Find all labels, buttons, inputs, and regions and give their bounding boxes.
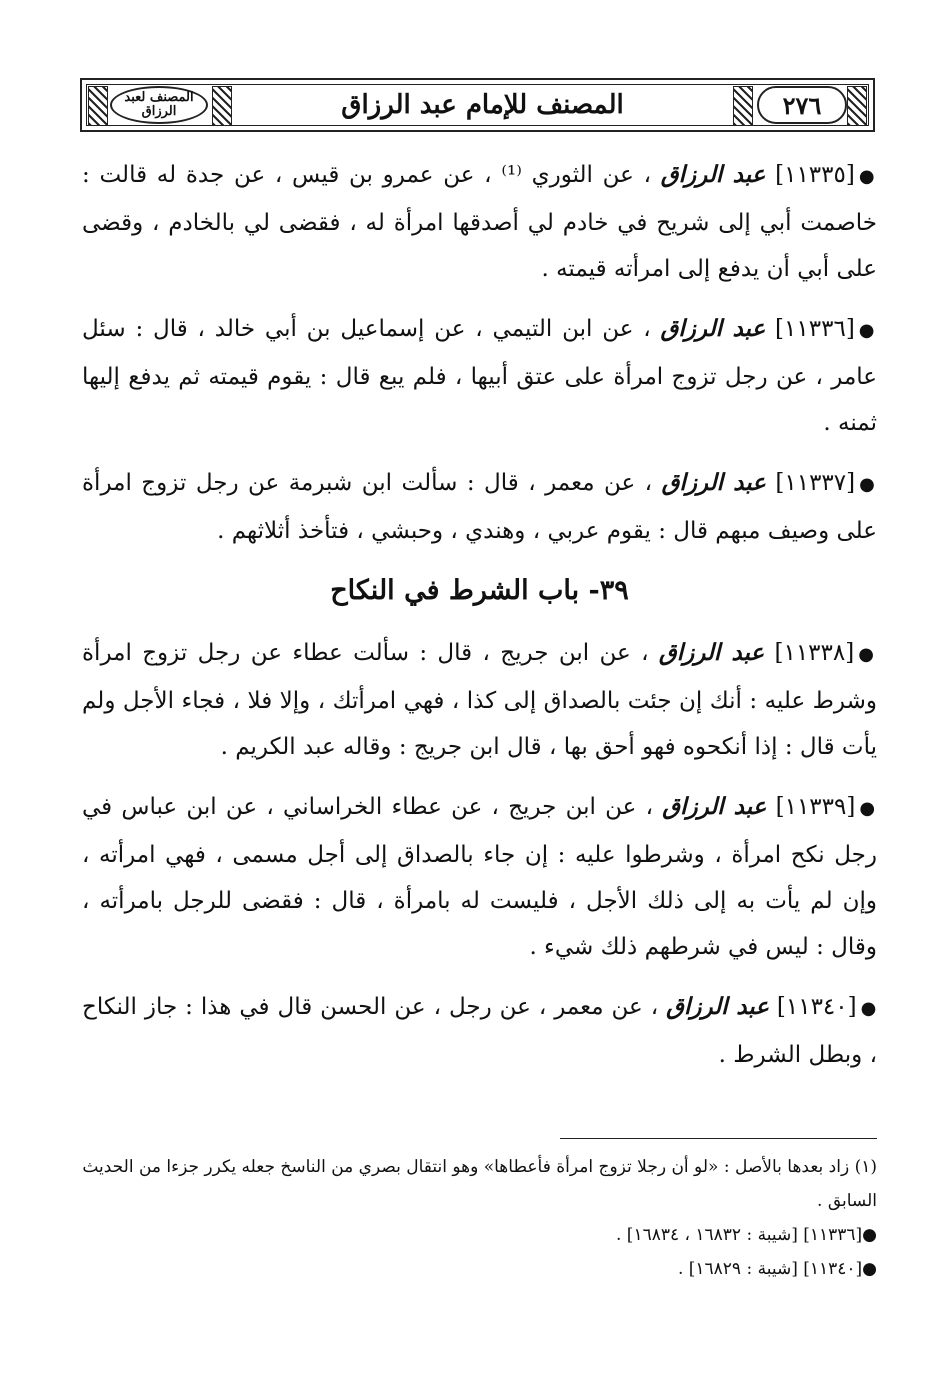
- narrator-name: عبد الرزاق: [658, 639, 765, 666]
- footnote-reference: ●[١١٣٣٦] [شيبة : ١٦٨٣٢ ، ١٦٨٣٤] .: [615, 1225, 877, 1245]
- narrator-name: عبد الرزاق: [662, 793, 767, 820]
- footnote-divider: [560, 1138, 877, 1139]
- hadith-number: [١١٣٤٠]: [776, 994, 857, 1020]
- bullet-icon: ●: [858, 166, 877, 187]
- footnote: (١) زاد بعدها بالأصل : «لو أن رجلا تزوج امرأة فأعطاها» وهو انتقال بصري من الناسخ جعله يكرر جزءا من الحديث السابق .: [82, 1157, 877, 1211]
- hadith-number: [١١٣٣٨]: [774, 640, 855, 666]
- page-number: ٢٧٦: [757, 86, 847, 124]
- bullet-icon: ●: [859, 474, 877, 495]
- ornament-icon: [88, 86, 108, 126]
- hadith-entry: [82, 152, 877, 292]
- hadith-entry: [82, 306, 877, 446]
- ornament-icon: [733, 86, 753, 126]
- chapter-title: ٣٩- باب الشرط في النكاح: [330, 575, 629, 606]
- hadith-text: ، عن معمر ، قال : سألت ابن شبرمة عن رجل تزوج امرأة على وصيف مبهم قال : يقوم عربي ، وهندي ، وحبشي ، فتأخذ أثلاثهم .: [82, 470, 877, 544]
- bullet-icon: ●: [859, 798, 877, 819]
- narrator-name: عبد الرزاق: [660, 161, 766, 188]
- main-text: [82, 152, 877, 1092]
- hadith-number: [١١٣٣٦]: [775, 316, 855, 342]
- hadith-text: ، عن ابن جريج ، قال : سألت عطاء عن رجل تزوج امرأة وشرط عليه : أنك إن جئت بالصداق إلى كذا ، فهي امرأتك ، وإلا فلا ، فجاء الأجل ولم يأت قال : إذا أنكحوه فهو أحق بها ، قال ابن جريج : وقاله عبد الكريم .: [82, 640, 877, 760]
- hadith-number: [١١٣٣٧]: [775, 470, 856, 496]
- hadith-text: ، عن معمر ، عن رجل ، عن الحسن قال في هذا : جاز النكاح ، وبطل الشرط .: [82, 994, 877, 1068]
- ornament-icon: [847, 86, 867, 126]
- narrator-name: عبد الرزاق: [666, 993, 769, 1020]
- bullet-icon: ●: [858, 644, 877, 665]
- footnotes: [82, 1150, 877, 1286]
- hadith-text: ، عن ابن التيمي ، عن إسماعيل بن أبي خالد ، قال : سئل عامر ، عن رجل تزوج امرأة على عتق أبيها ، فلم يبع قال : يقوم قيمته ثم يدفع إليها ثمنه .: [82, 316, 877, 436]
- bullet-icon: ●: [858, 320, 878, 341]
- narrator-name: عبد الرزاق: [661, 469, 766, 496]
- ornament-icon: [212, 86, 232, 126]
- running-title: المصنف للإمام عبد الرزاق: [341, 90, 624, 120]
- hadith-text: ، عن ابن جريج ، عن عطاء الخراساني ، عن ابن عباس في رجل نكح امرأة ، وشرطوا عليه : إن جاء بالصداق إلى أجل مسمى ، فهي امرأته ، وإن لم يأت به إلى ذلك الأجل ، فليست له بامرأة ، قال : فقضى للرجل بامرأته ، وقال : ليس في شرطهم ذلك شيء .: [82, 794, 877, 960]
- hadith-text: ، عن الثوري ⁽¹⁾ ، عن عمرو بن قيس ، عن جدة له قالت : خاصمت أبي إلى شريح في خادم لي أصدقها امرأة له ، فقضى لي بالخادم ، وقضى على أبي أن يدفع إلى امرأته قيمته .: [82, 162, 877, 282]
- hadith-number: [١١٣٣٥]: [775, 162, 855, 188]
- footnote-reference: ●[١١٣٤٠] [شيبة : ١٦٨٢٩] .: [677, 1259, 877, 1279]
- hadith-entry: [82, 784, 877, 970]
- bullet-icon: ●: [860, 998, 877, 1019]
- emblem-text: المصنف لعبد الرزاق: [124, 90, 194, 119]
- hadith-number: [١١٣٣٩]: [775, 794, 856, 820]
- narrator-name: عبد الرزاق: [660, 315, 766, 342]
- hadith-entry: [82, 630, 877, 770]
- book-emblem: [110, 86, 208, 124]
- hadith-entry: [82, 460, 877, 554]
- hadith-entry: [82, 984, 877, 1078]
- page-header: [80, 78, 875, 132]
